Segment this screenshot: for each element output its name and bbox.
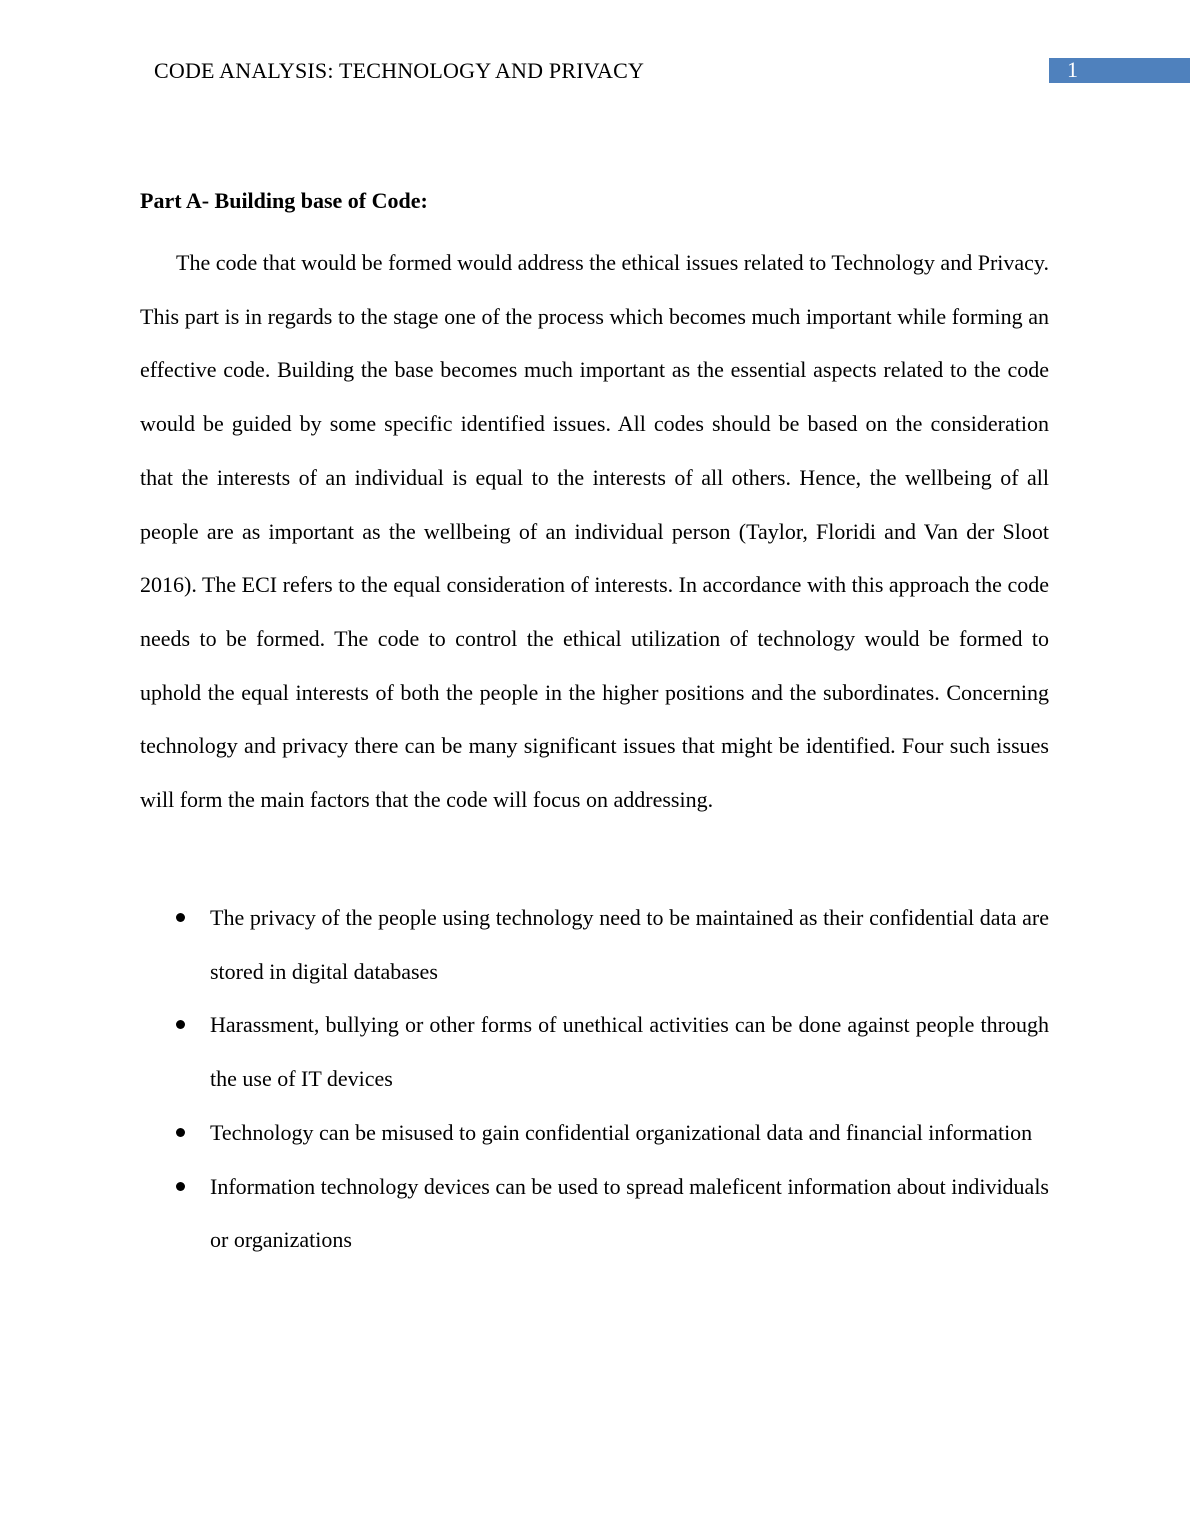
list-item (140, 1106, 1049, 1160)
section-heading: Part A- Building base of Code: (140, 188, 428, 213)
list-item-text: The privacy of the people using technology need to be maintained as their confidential data are stored in digital databases (210, 905, 1049, 984)
page-number-box (1049, 58, 1190, 83)
bullet-icon (176, 913, 185, 922)
list-item-text: Harassment, bullying or other forms of unethical activities can be done against people through the use of IT devices (210, 1012, 1049, 1092)
list-item-text: Information technology devices can be used to spread maleficent information about individuals or organizations (210, 1173, 1049, 1253)
issue-list (140, 891, 1049, 1267)
bullet-icon (176, 1128, 185, 1137)
bullet-icon (176, 1020, 185, 1029)
bullet-icon (176, 1182, 185, 1191)
page-number: 1 (1067, 57, 1078, 82)
running-head: CODE ANALYSIS: TECHNOLOGY AND PRIVACY (154, 58, 645, 83)
body-paragraph: The code that would be formed would address the ethical issues related to Technology and Privacy. This part is in regards to the stage one of the process which becomes much important while forming an effective code. Building the base becomes much important as the essential aspects related to the code would be guided by some specific identified issues. All codes should be based on the consideration that the interests of an individual is equal to the interests of all others. Hence, the wellbeing of all people are as important as the wellbeing of an individual person (Taylor, Floridi and Van der Sloot 2016). The ECI refers to the equal consideration of interests. In accordance with this approach the code needs to be formed. The code to control the ethical utilization of technology would be formed to uphold the equal interests of both the people in the higher positions and the subordinates. Concerning technology and privacy there can be many significant issues that might be identified. Four such issues will form the main factors that the code will focus on addressing. (140, 250, 1049, 813)
list-item (140, 1160, 1049, 1267)
list-item-text: Technology can be misused to gain confidential organizational data and financial information (210, 1119, 1033, 1145)
list-item (140, 891, 1049, 998)
list-item (140, 998, 1049, 1105)
